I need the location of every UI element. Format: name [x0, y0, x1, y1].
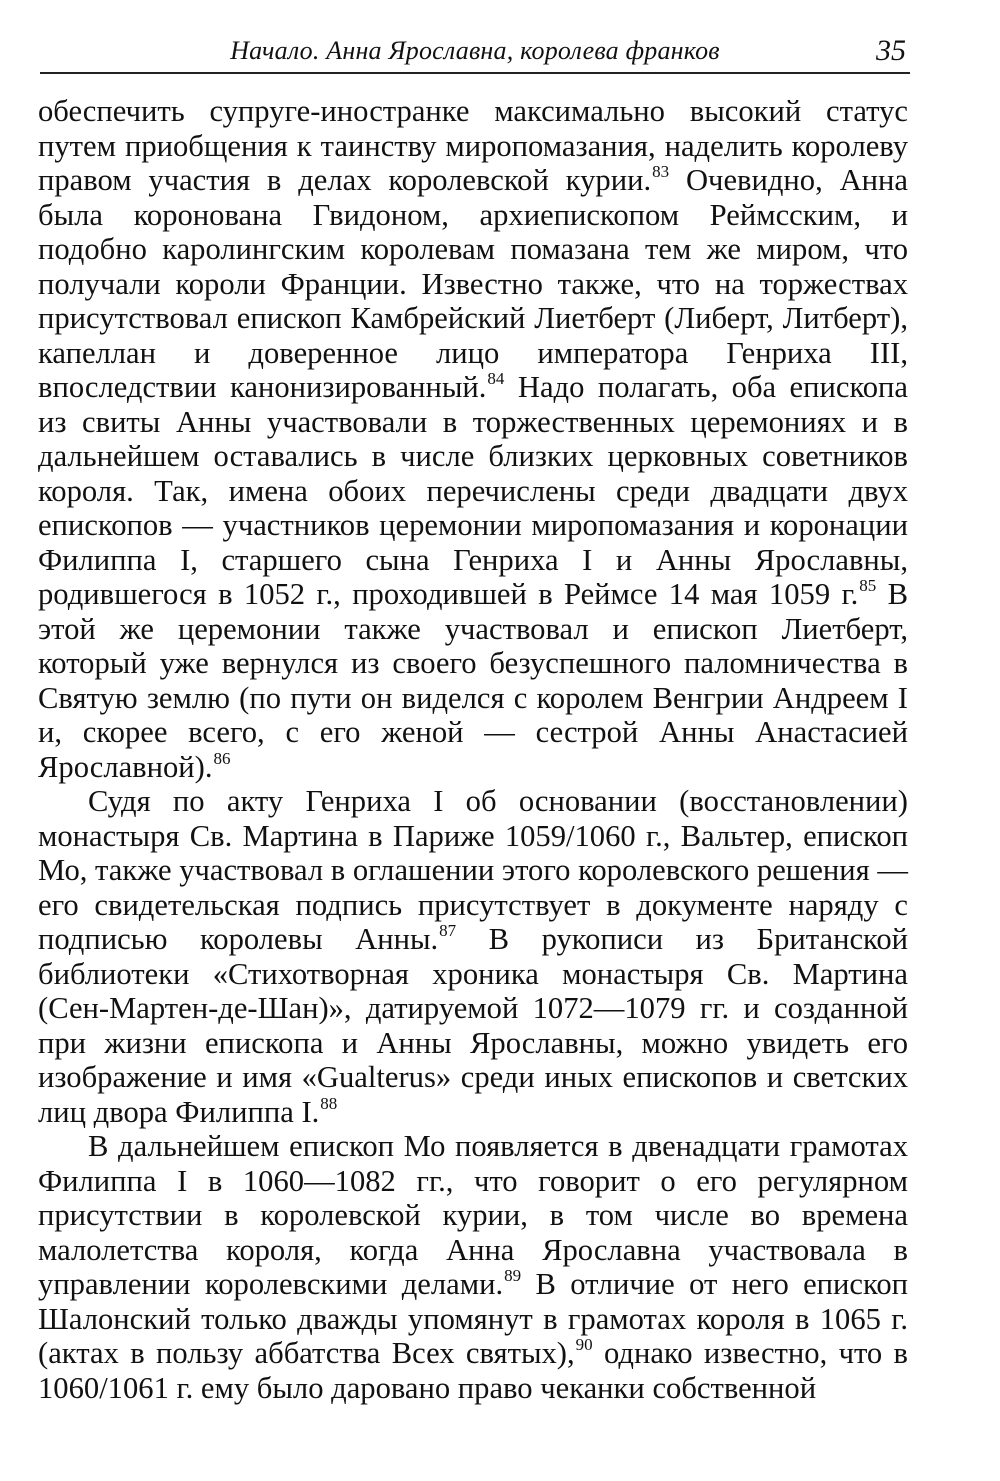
text-run: В дальнейшем епископ Мо появляется в двенадцати грамотах Филиппа I в 1060—1082 гг., что говорит о его регулярном присутствии в королевской курии, в том числе во времена малолетства короля, когда Анна Ярославна участвовала в управлении королевскими делами.	[38, 1129, 908, 1301]
paragraph-3	[38, 1129, 908, 1405]
footnote-ref-84: 84	[487, 369, 505, 388]
page-header	[40, 30, 910, 74]
body-text	[38, 94, 908, 1405]
text-run: В этой же церемонии также участвовал и епископ Лиетберт, который уже вернулся из своего безуспешного паломничества в Святую землю (по пути он виделся с королем Венгрии Андреем I и, скорее всего, с его женой — сестрой Анны Анастасией Ярославной).	[38, 577, 908, 784]
text-run: обеспечить супруге-иностранке максимально высокий статус путем приобщения к таинству миропомазания, наделить королеву правом участия в делах королевской курии.	[38, 94, 908, 197]
paragraph-2	[38, 784, 908, 1129]
paragraph-1	[38, 94, 908, 784]
text-run: Судя по акту Генриха I об основании (восстановлении) монастыря Св. Мартина в Париже 1059/1060 г., Вальтер, епископ Мо, также участвовал в оглашении этого королевского решения — его свидетельская подпись присутствует в документе наряду с подписью королевы Анны.	[38, 784, 908, 956]
text-run: однако известно, что в 1060/1061 г. ему было даровано право чеканки собственной	[38, 1336, 909, 1405]
footnote-ref-90: 90	[575, 1335, 593, 1354]
footnote-ref-85: 85	[859, 576, 877, 595]
text-run: В рукописи из Британской библиотеки «Стихотворная хроника монастыря Св. Мартина (Сен-Мартен-де-Шан)», датируемой 1072—1079 гг. и созданной при жизни епископа и Анны Ярославны, можно увидеть его изображение и имя «Gualterus» среди иных епископов и светских лиц двора Филиппа I.	[38, 922, 908, 1129]
footnote-ref-89: 89	[504, 1266, 522, 1285]
footnote-ref-83: 83	[652, 162, 670, 181]
text-run: Надо полагать, оба епископа из свиты Анны участвовали в торжественных церемониях и в дальнейшем оставались в числе близких церковных советников короля. Так, имена обоих перечислены среди двадцати двух епископов — участников церемонии миропомазания и коронации Филиппа I, старшего сына Генриха I и Анны Ярославны, родившегося в 1052 г., проходившей в Реймсе 14 мая 1059 г.	[38, 370, 908, 611]
text-run: В отличие от него епископ Шалонский только дважды упомянут в грамотах короля в 1065 г. (актах в пользу аббатства Всех святых),	[38, 1267, 908, 1370]
page-number: 35	[876, 34, 906, 67]
running-title: Начало. Анна Ярославна, королева франков	[230, 36, 720, 65]
footnote-ref-86: 86	[213, 748, 231, 768]
footnote-ref-88: 88	[320, 1093, 338, 1113]
footnote-ref-87: 87	[439, 921, 457, 940]
text-run: Очевидно, Анна была коронована Гвидоном, архиепископом Реймсским, и подобно каролингским королевам помазана тем же миром, что получали короли Франции. Известно также, что на торжествах присутствовал епископ Камбрейский Лиетберт (Либерт, Литберт), капеллан и доверенное лицо императора Генриха III, впоследствии канонизированный.	[38, 163, 908, 404]
